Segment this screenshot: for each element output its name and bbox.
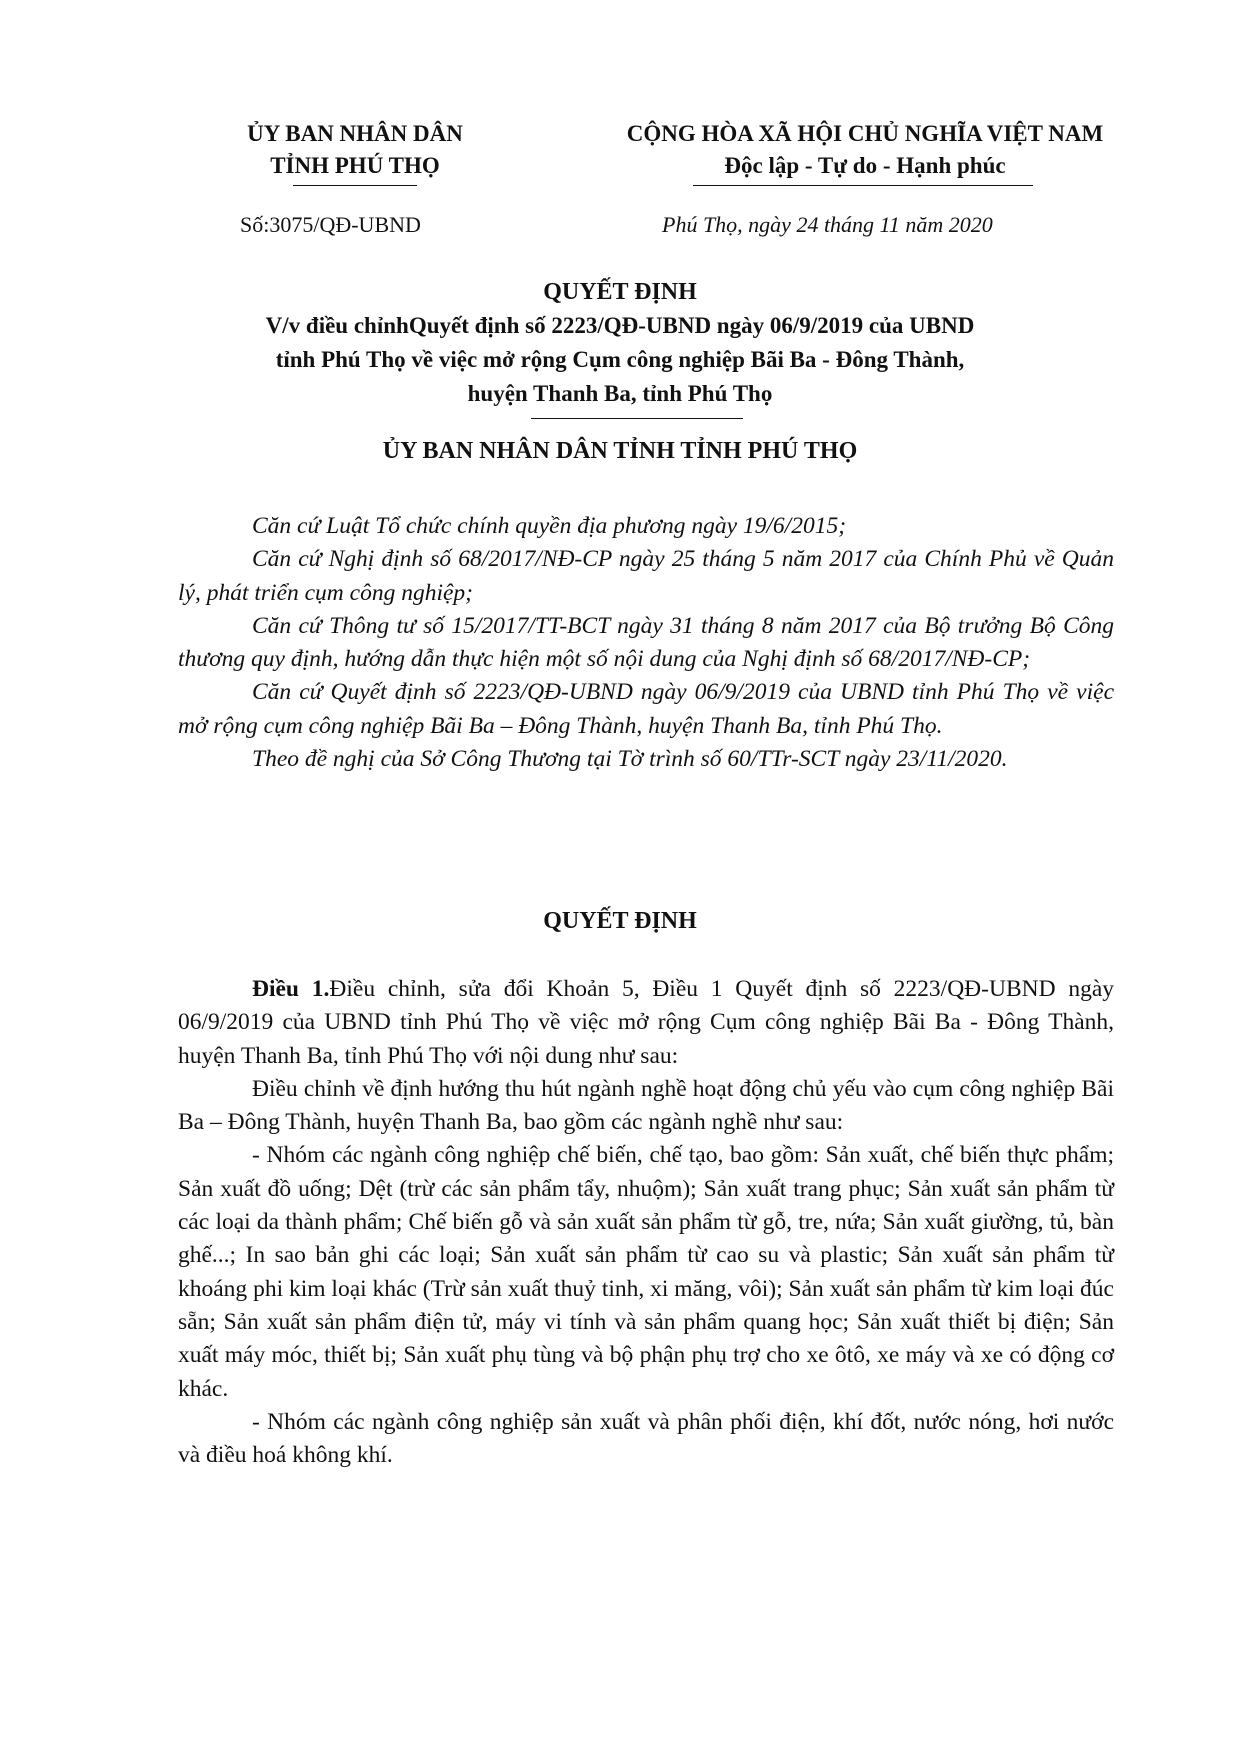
decision-heading: QUYẾT ĐỊNH	[543, 908, 697, 934]
article-paragraph: Điều chỉnh về định hướng thu hút ngành nghề hoạt động chủ yếu vào cụm công nghiệp Bãi Ba – Đông Thành, huyện Thanh Ba, bao gồm các ngành nghề như sau:	[178, 1075, 1114, 1136]
agency-underline	[293, 185, 417, 186]
agency-name-line2: TỈNH PHÚ THỌ	[270, 153, 440, 178]
subject-line-3: huyện Thanh Ba, tỉnh Phú Thọ	[467, 381, 773, 406]
authority-heading: ỦY BAN NHÂN DÂN TỈNH TỈNH PHÚ THỌ	[382, 438, 858, 464]
place-and-date: Phú Thọ, ngày 24 tháng 11 năm 2020	[662, 212, 993, 237]
document-number: Số:3075/QĐ-UBND	[240, 212, 421, 237]
article-1-intro	[178, 973, 1114, 1073]
issuing-agency	[205, 118, 505, 182]
motto: Độc lập - Tự do - Hạnh phúc	[724, 153, 1006, 178]
article-1-text: Điều chỉnh, sửa đổi Khoản 5, Điều 1 Quyết định số 2223/QĐ-UBND ngày 06/9/2019 của UBND tỉnh Phú Thọ về việc mở rộng Cụm công nghiệp Bãi Ba - Đông Thành, huyện Thanh Ba, tỉnh Phú Thọ với nội dung như sau:	[178, 976, 1115, 1069]
motto-underline	[693, 185, 1033, 186]
article-1-label: Điều 1.	[252, 976, 330, 1002]
article-paragraph: - Nhóm các ngành công nghiệp chế biến, chế tạo, bao gồm: Sản xuất, chế biến thực phẩm; Sản xuất đồ uống; Dệt (trừ các sản phẩm tẩy, nhuộm); Sản xuất trang phục; Sản xuất sản phẩm từ các loại da thành phẩm; Chế biến gỗ và sản xuất sản phẩm từ gỗ, tre, nứa; Sản xuất giường, tủ, bàn ghế...; In sao bản ghi các loại; Sản xuất sản phẩm từ cao su và plastic; Sản xuất sản phẩm từ khoáng phi kim loại khác (Trừ sản xuất thuỷ tinh, xi măng, vôi); Sản xuất sản phẩm từ kim loại đúc sẵn; Sản xuất sản phẩm điện tử, máy vi tính và sản phẩm quang học; Sản xuất thiết bị điện; Sản xuất máy móc, thiết bị; Sản xuất phụ tùng và bộ phận phụ trợ cho xe ôtô, xe máy và xe có động cơ khác.	[178, 1142, 1114, 1402]
basis-item: Căn cứ Quyết định số 2223/QĐ-UBND ngày 06/9/2019 của UBND tỉnh Phú Thọ về việc mở rộng cụm công nghiệp Bãi Ba – Đông Thành, huyện Thanh Ba, tỉnh Phú Thọ.	[178, 679, 1114, 739]
article-paragraph: - Nhóm các ngành công nghiệp sản xuất và phân phối điện, khí đốt, nước nóng, hơi nước và điều hoá không khí.	[178, 1408, 1114, 1469]
title-underline	[531, 418, 743, 419]
basis-item: Theo đề nghị của Sở Công Thương tại Tờ trình số 60/TTr-SCT ngày 23/11/2020.	[252, 746, 1008, 773]
national-motto	[570, 118, 1160, 182]
basis-item: Căn cứ Luật Tổ chức chính quyền địa phương ngày 19/6/2015;	[252, 513, 847, 539]
legal-basis	[178, 510, 1114, 776]
title-main: QUYẾT ĐỊNH	[543, 279, 697, 305]
basis-item: Căn cứ Nghị định số 68/2017/NĐ-CP ngày 25 tháng 5 năm 2017 của Chính Phủ về Quản lý, phát triển cụm công nghiệp;	[178, 546, 1114, 606]
subject-line-2: tỉnh Phú Thọ về việc mở rộng Cụm công nghiệp Bãi Ba - Đông Thành,	[275, 347, 965, 372]
article-1	[178, 973, 1114, 1472]
agency-name-line1: ỦY BAN NHÂN DÂN	[247, 121, 463, 146]
document-title	[180, 275, 1060, 411]
basis-item: Căn cứ Thông tư số 15/2017/TT-BCT ngày 31 tháng 8 năm 2017 của Bộ trưởng Bộ Công thương quy định, hướng dẫn thực hiện một số nội dung của Nghị định số 68/2017/NĐ-CP;	[178, 612, 1114, 673]
subject-line-1: V/v điều chỉnhQuyết định số 2223/QĐ-UBND ngày 06/9/2019 của UBND	[265, 313, 975, 338]
nation-name: CỘNG HÒA XÃ HỘI CHỦ NGHĨA VIỆT NAM	[626, 121, 1104, 146]
